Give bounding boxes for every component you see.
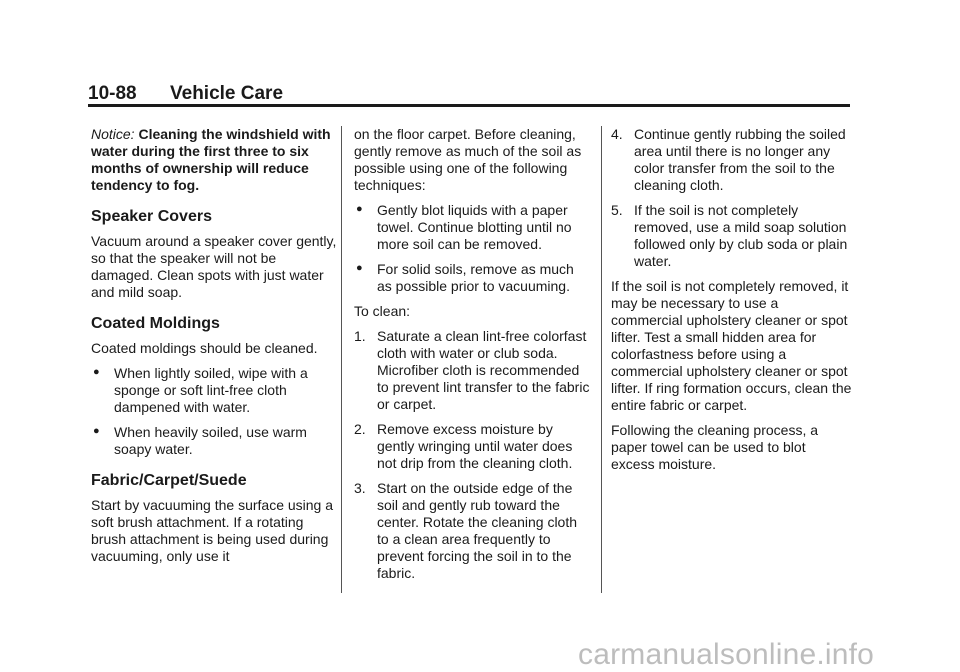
step-text: Saturate a clean lint-free colorfast cloth with water or club soda. Microfiber cloth is recommended to prevent lint transfer to the fabric or carpet.	[377, 328, 590, 412]
step-number: 5.	[611, 202, 623, 218]
commercial-cleaner-paragraph: If the soil is not completely removed, it may be necessary to use a commercial upholstery cleaner or spot lifter. Test a small hidden area for colorfastness before using a commercial upholstery cleaner or spot lifter. If ring formation occurs, clean the entire fabric or carpet.	[611, 278, 852, 413]
moldings-bullet-list	[91, 365, 341, 458]
column-divider-2	[601, 126, 602, 593]
bullet-icon: ●	[93, 366, 100, 378]
bullet-icon: ●	[93, 425, 100, 437]
watermark: carmanualsonline.info	[578, 638, 875, 671]
column-divider-1	[341, 126, 342, 593]
bullet-icon: ●	[356, 262, 363, 274]
speaker-covers-text: Vacuum around a speaker cover gently, so that the speaker will not be damaged. Clean spots with just water and mild soap.	[91, 233, 337, 300]
step-number: 1.	[354, 328, 366, 344]
list-item	[354, 328, 592, 413]
notice-text: Cleaning the windshield with water during the first three to six months of ownership will reduce tendency to fog.	[91, 126, 331, 193]
bullet-icon: ●	[356, 203, 363, 215]
cleaning-steps-list-continued	[611, 126, 853, 270]
blot-moisture-paragraph: Following the cleaning process, a paper towel can be used to blot excess moisture.	[611, 422, 819, 472]
page-number: 10-88	[88, 83, 137, 104]
column-1	[91, 126, 341, 573]
list-item	[354, 421, 592, 472]
step-text: Remove excess moisture by gently wringing until water does not drip from the cleaning cloth.	[377, 421, 573, 471]
list-item: ● When heavily soiled, use warm soapy water.	[93, 424, 307, 457]
notice-paragraph	[91, 126, 341, 194]
chapter-title: Vehicle Care	[170, 83, 284, 104]
step-number: 3.	[354, 480, 366, 496]
cleaning-steps-list	[354, 328, 592, 582]
step-number: 2.	[354, 421, 366, 437]
column-3	[611, 126, 853, 481]
speaker-covers-heading: Speaker Covers	[91, 208, 212, 225]
coated-moldings-intro: Coated moldings should be cleaned.	[91, 340, 318, 356]
list-item	[611, 202, 853, 270]
fabric-heading: Fabric/Carpet/Suede	[91, 472, 247, 489]
column-2	[354, 126, 592, 590]
step-text: If the soil is not completely removed, use a mild soap solution followed only by club soda or plain water.	[634, 202, 848, 269]
list-item	[611, 126, 853, 194]
list-item: ● When lightly soiled, wipe with a sponge or soft lint-free cloth dampened with water.	[93, 365, 308, 415]
list-item	[354, 480, 592, 582]
list-item: ● Gently blot liquids with a paper towel. Continue blotting until no more soil can be removed.	[356, 202, 572, 252]
to-clean-label: To clean:	[354, 303, 411, 319]
header-rule	[88, 104, 850, 107]
fabric-text: Start by vacuuming the surface using a soft brush attachment. If a rotating brush attachment is being used during vacuuming, only use it	[91, 497, 334, 564]
coated-moldings-heading: Coated Moldings	[91, 315, 220, 332]
notice-label: Notice:	[91, 126, 135, 142]
techniques-bullet-list	[354, 202, 592, 295]
step-text: Start on the outside edge of the soil and gently rub toward the center. Rotate the cleaning cloth to a clean area frequently to prevent forcing the soil in to the fabric.	[377, 480, 578, 581]
step-number: 4.	[611, 126, 623, 142]
page-header	[88, 82, 850, 106]
step-text: Continue gently rubbing the soiled area until there is no longer any color transfer from the soil to the cleaning cloth.	[634, 126, 846, 193]
fabric-continued-text: on the floor carpet. Before cleaning, gently remove as much of the soil as possible using one of the following techniques:	[354, 126, 582, 193]
list-item: ● For solid soils, remove as much as possible prior to vacuuming.	[356, 261, 574, 294]
